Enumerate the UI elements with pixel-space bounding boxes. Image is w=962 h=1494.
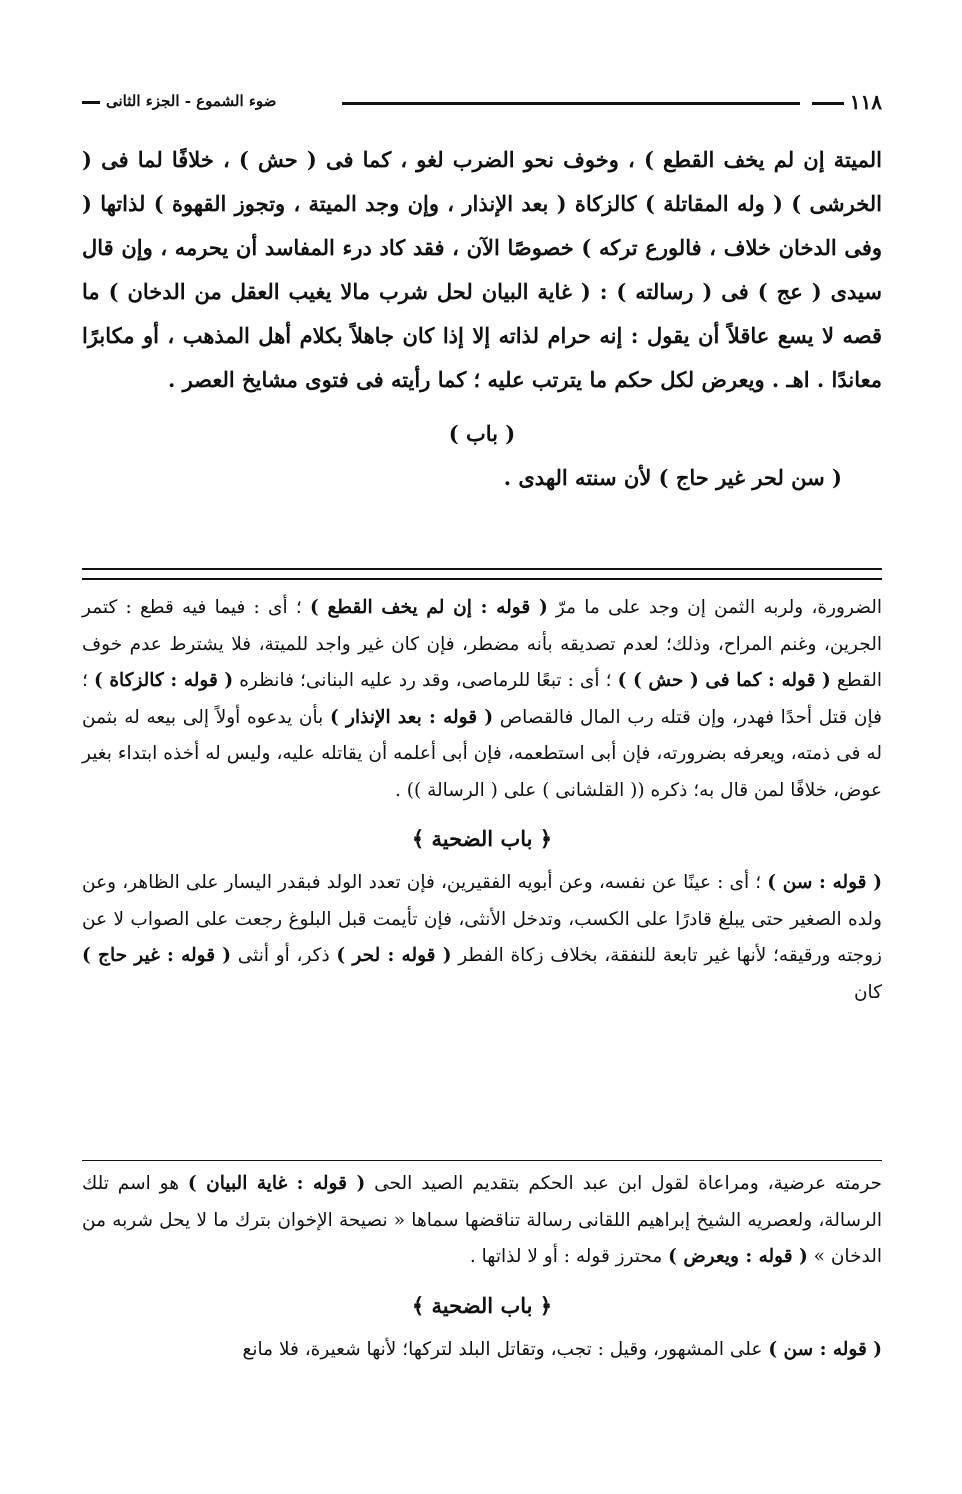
qawl-lemma: ( قوله : إن لم يخف القطع ) [309,597,548,618]
commentary-paragraph: حرمته عرضية، ومراعاة لقول ابن عبد الحكم بتقديم الصيد الحى ( قوله : غاية البيان ) هو اسم تلك الرسالة، ولعصريه الشيخ إبراهيم اللقانى رسالة تناقضها سماها « نصيحة الإخوان بترك ما لا يحل شربه من الدخان » ( قوله : ويعرض ) محترز قوله : أو لا لذاتها . [82,1173,882,1267]
running-header [82,90,882,116]
section-title: ﴿ باب الضحية ﴾ [411,826,553,851]
qawl-lemma: ( قوله : ويعرض ) [668,1246,808,1267]
main-text [82,138,882,496]
qawl-lemma: ( قوله : سن ) [767,872,882,893]
commentary-paragraph: ( قوله : سن ) ؛ أى : عينًا عن نفسه، وعن أبويه الفقيرين، فإن تعدد الولد فبقدر اليسار على الظاهر، وعن ولده الصغير حتى يبلغ قادرًا على الكسب، وتدخل الأنثى، فإن تأيمت قبل البلوغ رجعت على الصواب لا عن زوجته ورقيقه؛ لأنها غير تابعة للنفقة، بخلاف زكاة الفطر ( قوله : لحر ) ذكر، أو أنثى ( قوله : غير حاج ) كان [82,872,882,1003]
book-title: ضوء الشموع - الجزء الثانى [82,92,276,110]
qawl-lemma: ( قوله : غاية البيان ) [187,1173,366,1194]
commentary-top [82,590,882,1011]
qawl-lemma: ( قوله : غير حاج ) [82,945,232,966]
qawl-lemma: ( قوله : كالزكاة ) [93,670,234,691]
header-rule [342,102,800,105]
qawl-lemma: ( قوله : كما فى ( حش ) ) [617,670,831,691]
main-commentary-separator [82,568,882,580]
book-page [82,0,882,1494]
matn-line: ( سن لحر غير حاج ) لأن سنته الهدى . [503,465,842,490]
commentary-bottom [82,1166,882,1368]
commentary-rule [82,1160,882,1161]
qawl-lemma: ( قوله : لحر ) [336,945,452,966]
commentary-paragraph: ( قوله : سن ) على المشهور، وقيل : تجب، وتقاتل البلد لتركها؛ لأنها شعيرة، فلا مانع [242,1338,882,1360]
page-number: ١١٨ [812,90,882,114]
bab-heading: ( باب ) [448,421,516,446]
section-title: ﴿ باب الضحية ﴾ [411,1292,553,1318]
qawl-lemma: ( قوله : بعد الإنذار ) [330,706,494,728]
main-paragraph: الميتة إن لم يخف القطع ) ، وخوف نحو الضرب لغو ، كما فى ( حش ) ، خلافًا لما فى ( الخرشى ) ( وله المقاتلة ) كالزكاة ( بعد الإنذار ، وإن وجد الميتة ، وتجوز القهوة ) لذاتها ( وفى الدخان خلاف ، فالورع تركه ) خصوصًا الآن ، فقد كاد درء المفاسد أن يحرمه ، وإن قال سيدى ( عج ) فى ( رسالته ) : ( غاية البيان لحل شرب مالا يغيب العقل من الدخان ) ما قصه لا يسع عاقلاً أن يقول : إنه حرام لذاته إلا إذا كان جاهلاً بكلام أهل المذهب ، أو مكابرًا معاندًا . اهـ . ويعرض لكل حكم ما يترتب عليه ؛ كما رأيته فى فتوى مشايخ العصر . [82,147,882,392]
commentary-paragraph: الضرورة، ولربه الثمن إن وجد على ما مرّ ( قوله : إن لم يخف القطع ) ؛ أى : فيما فيه قطع : كتمر الجرين، وغنم المراح، وذلك؛ لعدم تصديقه بأنه مضطر، فإن كان غير واجد للميتة، فلا يشترط عدم خوف القطع ( قوله : كما فى ( حش ) ) ؛ أى : تبعًا للرماصى، وقد رد عليه البنانى؛ فانظره ( قوله : كالزكاة ) ؛ فإن قتل أحدًا فهدر، وإن قتله رب المال فالقصاص ( قوله : بعد الإنذار ) بأن يدعوه أولاً إلى بيعه له بثمن له فى ذمته، ويعرفه بضرورته، فإن أبى استطعمه، فإن أبى أعلمه أن يقاتله عليه، وليس له أخذه ابتداء بغير عوض، خلافًا لمن قال به؛ ذكره (( القلشانى ) على ( الرسالة )) . [82,597,883,801]
qawl-lemma: ( قوله : سن ) [768,1338,882,1360]
